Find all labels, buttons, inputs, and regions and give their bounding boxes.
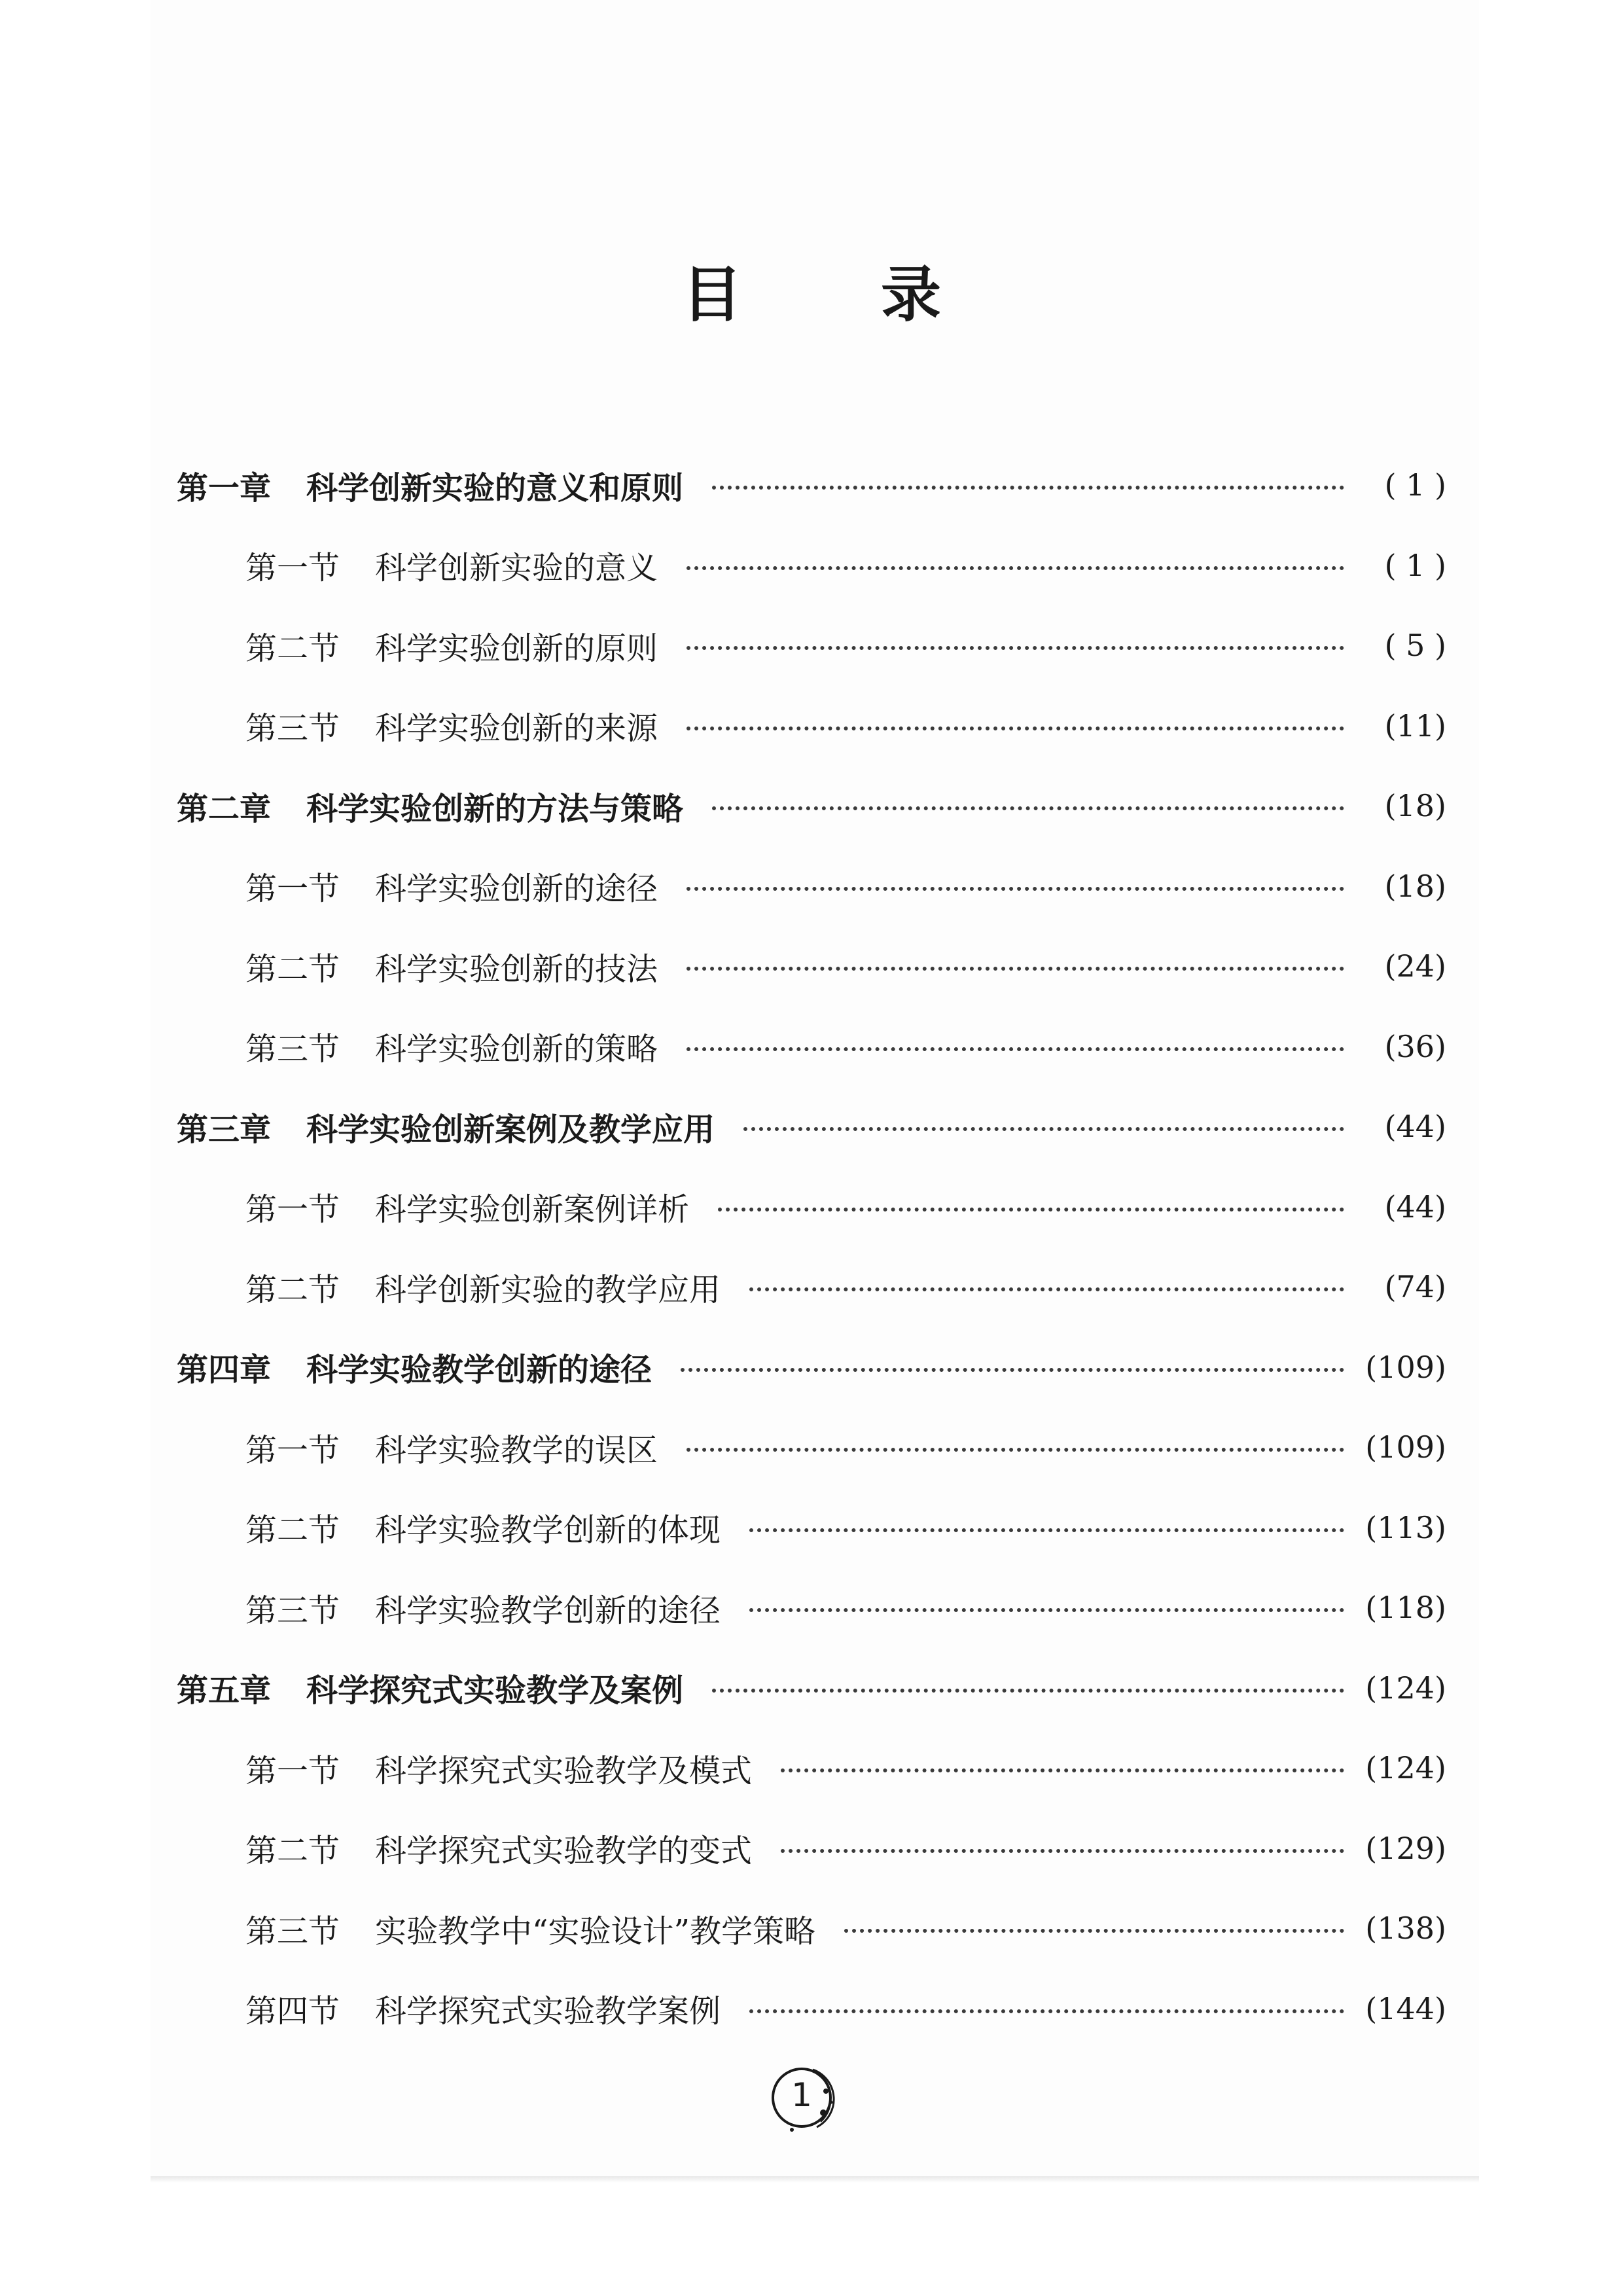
toc-section-entry [177, 926, 1446, 1007]
toc-entry-label [245, 1425, 658, 1470]
toc-page-reference: (74) [1384, 1269, 1446, 1305]
toc-entry-number: 第四章 [177, 1352, 272, 1389]
toc-entry-title: 科学创新实验的教学应用 [375, 1271, 721, 1308]
toc-entry-label [245, 944, 658, 989]
toc-entry-number: 第一章 [177, 469, 272, 507]
toc-entry-number: 第二节 [245, 1833, 340, 1870]
toc-entry-number: 第三节 [245, 1031, 340, 1068]
toc-section-entry [177, 1808, 1446, 1889]
toc-page-reference: ( 1 ) [1384, 547, 1446, 583]
toc-page-reference: (18) [1384, 868, 1446, 904]
toc-section-entry [177, 1247, 1446, 1327]
dot-leader [687, 646, 1344, 650]
table-of-contents [177, 445, 1446, 2049]
toc-section-entry [177, 526, 1446, 606]
toc-entry-number: 第一节 [245, 1431, 340, 1469]
dot-leader [718, 1208, 1344, 1211]
toc-entry-title: 科学探究式实验教学案例 [375, 1993, 721, 2030]
dot-leader [681, 1368, 1344, 1372]
dot-leader [781, 1768, 1344, 1772]
toc-entry-number: 第二节 [245, 1512, 340, 1549]
toc-entry-title: 科学实验创新的策略 [375, 1031, 658, 1068]
toc-entry-label [245, 1184, 689, 1229]
toc-entry-title: 科学实验创新的来源 [375, 710, 658, 747]
dot-leader [712, 806, 1344, 810]
toc-entry-label [245, 1746, 752, 1791]
dot-leader [749, 2009, 1344, 2013]
toc-entry-title: 科学实验创新案例详析 [375, 1191, 690, 1229]
toc-entry-number: 第三节 [245, 1912, 340, 1950]
toc-section-entry [177, 1969, 1446, 2049]
toc-section-entry [177, 1568, 1446, 1648]
toc-entry-number: 第一节 [245, 870, 340, 908]
dot-leader [687, 1448, 1344, 1452]
dot-leader [749, 1528, 1344, 1532]
toc-entry-label [177, 1344, 652, 1390]
toc-page-reference: (11) [1384, 708, 1446, 744]
toc-page-reference: ( 1 ) [1384, 467, 1446, 503]
toc-entry-label [245, 1585, 721, 1630]
toc-page-reference: (118) [1365, 1590, 1446, 1626]
dot-leader [743, 1127, 1344, 1131]
dot-leader [687, 726, 1344, 730]
toc-chapter-entry [177, 1327, 1446, 1408]
toc-page-reference: (109) [1365, 1429, 1446, 1465]
toc-entry-number: 第二节 [245, 1271, 340, 1308]
toc-entry-title: 科学实验创新的技法 [375, 950, 658, 988]
toc-entry-title: 科学实验创新的原则 [375, 630, 658, 667]
toc-entry-label [177, 1665, 683, 1710]
toc-entry-label [245, 1906, 815, 1951]
toc-page-reference: (124) [1365, 1750, 1446, 1786]
dot-leader [712, 486, 1344, 490]
toc-page-reference: (18) [1384, 788, 1446, 824]
toc-page-reference: (113) [1365, 1509, 1446, 1545]
toc-title: 目 录 [681, 259, 1001, 330]
toc-entry-number: 第二章 [177, 790, 272, 827]
dot-leader [749, 1287, 1344, 1291]
toc-entry-number: 第一节 [245, 550, 340, 587]
toc-entry-number: 第五章 [177, 1672, 272, 1710]
toc-entry-label [245, 1986, 721, 2031]
toc-section-entry [177, 1407, 1446, 1488]
toc-section-entry [177, 686, 1446, 766]
toc-entry-label [177, 783, 683, 829]
toc-entry-title: 科学探究式实验教学及案例 [306, 1672, 684, 1710]
toc-entry-title: 科学实验教学创新的体现 [375, 1512, 721, 1549]
toc-entry-title: 科学实验创新案例及教学应用 [306, 1111, 715, 1148]
toc-chapter-entry [177, 445, 1446, 526]
toc-entry-label [245, 1024, 658, 1069]
toc-entry-title: 科学创新实验的意义 [375, 550, 658, 587]
toc-entry-title: 科学创新实验的意义和原则 [306, 469, 684, 507]
toc-chapter-entry [177, 766, 1446, 846]
toc-section-entry [177, 846, 1446, 927]
toc-entry-number: 第三章 [177, 1111, 272, 1148]
toc-section-entry [177, 1167, 1446, 1247]
toc-entry-title: 科学实验创新的途径 [375, 870, 658, 908]
toc-entry-title: 科学实验教学创新的途径 [375, 1592, 721, 1629]
toc-entry-title: 科学探究式实验教学的变式 [375, 1833, 753, 1870]
dot-leader [712, 1689, 1344, 1693]
toc-entry-label [177, 1104, 715, 1149]
toc-page-reference: ( 5 ) [1384, 628, 1446, 664]
toc-entry-label [177, 463, 683, 508]
toc-entry-number: 第一节 [245, 1752, 340, 1789]
dot-leader [687, 566, 1344, 570]
toc-page-reference: (124) [1365, 1670, 1446, 1706]
toc-section-entry [177, 1488, 1446, 1568]
toc-page-reference: (129) [1365, 1830, 1446, 1866]
dot-leader [687, 887, 1344, 891]
toc-section-entry [177, 1888, 1446, 1969]
toc-entry-number: 第四节 [245, 1993, 340, 2030]
toc-chapter-entry [177, 1086, 1446, 1167]
page-number-ornament [766, 2062, 844, 2140]
toc-entry-title: 实验教学中“实验设计”教学策略 [375, 1912, 816, 1950]
toc-entry-title: 科学探究式实验教学及模式 [375, 1752, 753, 1789]
toc-entry-number: 第一节 [245, 1191, 340, 1229]
toc-page-reference: (36) [1384, 1028, 1446, 1064]
toc-entry-title: 科学实验教学创新的途径 [306, 1352, 652, 1389]
toc-section-entry [177, 605, 1446, 686]
toc-entry-number: 第三节 [245, 710, 340, 747]
toc-page-reference: (138) [1365, 1910, 1446, 1946]
toc-page-reference: (144) [1365, 1990, 1446, 2026]
toc-entry-number: 第二节 [245, 950, 340, 988]
toc-entry-number: 第二节 [245, 630, 340, 667]
toc-page-reference: (109) [1365, 1349, 1446, 1385]
toc-chapter-entry [177, 1648, 1446, 1729]
dot-leader [844, 1929, 1344, 1933]
dot-leader [749, 1608, 1344, 1612]
page-number: 1 [791, 2076, 812, 2114]
toc-entry-label [245, 1505, 721, 1550]
dot-leader [687, 967, 1344, 971]
toc-section-entry [177, 1728, 1446, 1808]
toc-entry-label [245, 1265, 721, 1310]
toc-section-entry [177, 1007, 1446, 1087]
dot-leader [687, 1047, 1344, 1051]
toc-page-reference: (44) [1384, 1189, 1446, 1225]
toc-entry-label [245, 543, 658, 588]
toc-entry-title: 科学实验创新的方法与策略 [306, 790, 684, 827]
toc-page-reference: (24) [1384, 948, 1446, 984]
toc-page-reference: (44) [1384, 1109, 1446, 1145]
toc-entry-label [245, 703, 658, 748]
toc-entry-title: 科学实验教学的误区 [375, 1431, 658, 1469]
page-edge-shadow [151, 2176, 1479, 2183]
toc-entry-label [245, 1825, 752, 1871]
toc-entry-label [245, 863, 658, 908]
dot-leader [781, 1849, 1344, 1853]
toc-entry-label [245, 623, 658, 668]
toc-entry-number: 第三节 [245, 1592, 340, 1629]
